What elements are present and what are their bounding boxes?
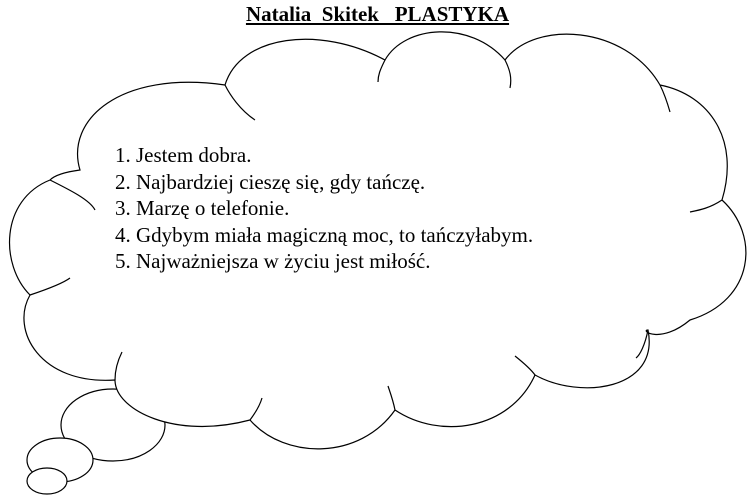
statement-list (115, 142, 533, 275)
list-item: 1. Jestem dobra. (115, 143, 252, 167)
page-title: Natalia Skitek PLASTYKA (245, 2, 510, 26)
thought-bubble-small (27, 468, 67, 494)
list-item: 5. Najważniejsza w życiu jest miłość. (115, 249, 431, 273)
list-item: 2. Najbardziej cieszę się, gdy tańczę. (115, 169, 426, 194)
list-item: 4. Gdybym miała magiczną moc, to tańczyłabym. (115, 222, 534, 247)
list-item: 3. Marzę o telefonie. (115, 196, 290, 220)
